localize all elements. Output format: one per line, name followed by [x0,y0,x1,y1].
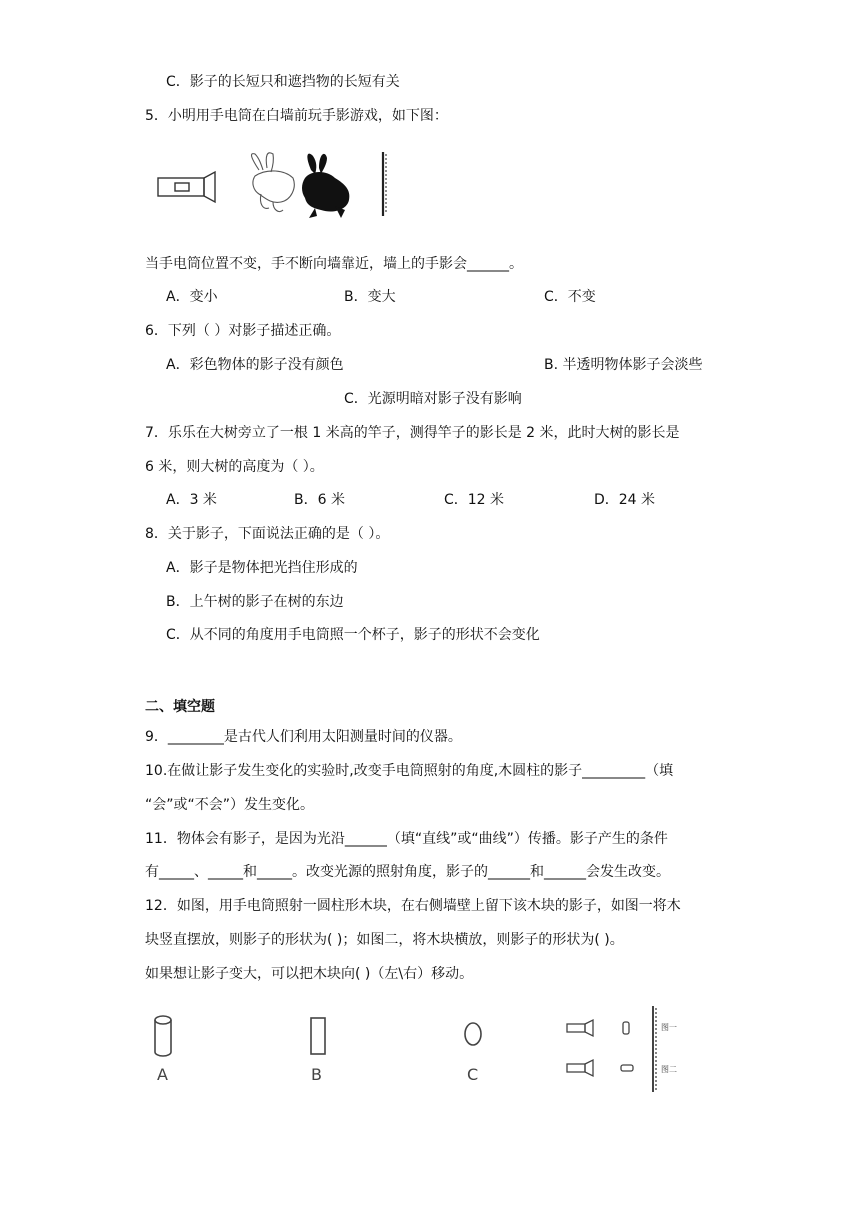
q12-line-1: 12．如图，用手电筒照射一圆柱形木块，在右侧墙壁上留下该木块的影子，如图一将木 [145,898,681,914]
q9: 9．________是古代人们利用太阳测量时间的仪器。 [145,729,462,745]
q5-option-a: A．变小 [166,289,218,305]
q7-option-d: D．24 米 [594,492,656,508]
q7-option-a: A．3 米 [166,492,217,508]
q6-option-c: C．光源明暗对影子没有影响 [344,391,522,407]
q5-title: 5．小明用手电筒在白墙前玩手影游戏，如下图： [145,108,448,124]
cylinder-option-a-icon [155,1016,171,1056]
circle-option-c-icon [465,1023,481,1045]
q5-option-b: B．变大 [344,289,396,305]
q8-title: 8．关于影子，下面说法正确的是（ ）。 [145,526,390,542]
q12-line-2: 块竖直摆放，则影子的形状为( )；如图二，将木块横放，则影子的形状为( )。 [145,932,624,948]
q10-line-1: 10.在做让影子发生变化的实验时,改变手电筒照射的角度,木圆柱的影子_________（填 [145,763,674,779]
option-c-label: C [467,1065,479,1084]
q6-title: 6．下列（ ）对影子描述正确。 [145,323,341,339]
rabbit-shadow-icon [302,154,349,218]
q4-option-c: C．影子的长短只和遮挡物的长短有关 [166,74,400,90]
q7-option-c: C．12 米 [444,492,505,508]
option-a-label: A [157,1065,168,1084]
q5-figure [155,148,395,218]
q8-option-b: B．上午树的影子在树的东边 [166,594,344,610]
q5-option-c: C．不变 [544,289,596,305]
setup-figure-one-icon [567,1006,656,1052]
q6-option-b: B. 半透明物体影子会淡些 [544,357,703,373]
q12-figure [145,1000,725,1100]
q7-line-1: 7．乐乐在大树旁立了一根 1 米高的竿子，测得竿子的影长是 2 米，此时大树的影长是 [145,425,680,441]
figure-one-label: 图一 [661,1023,677,1032]
q11-line-1: 11．物体会有影子，是因为光沿______（填“直线”或“曲线”）传播。影子产生的条件 [145,831,668,847]
setup-figure-two-icon [567,1050,656,1092]
q7-line-2: 6 米，则大树的高度为（ ）。 [145,459,324,475]
flashlight-icon [158,172,215,202]
option-b-label: B [311,1065,322,1084]
figure-two-label: 图二 [661,1065,677,1074]
q6-option-a: A．彩色物体的影子没有颜色 [166,357,344,373]
section-heading: 二、填空题 [145,699,215,715]
wall-icon [383,152,386,216]
q5-stem: 当手电筒位置不变，手不断向墙靠近，墙上的手影会______。 [145,256,523,272]
q8-option-c: C．从不同的角度用手电筒照一个杯子，影子的形状不会变化 [166,627,540,643]
q8-option-a: A．影子是物体把光挡住形成的 [166,560,358,576]
q12-line-3: 如果想让影子变大，可以把木块向( )（左\右）移动。 [145,966,474,982]
q7-option-b: B．6 米 [294,492,345,508]
hand-outline-icon [252,153,295,212]
q11-line-2: 有_____、_____和_____。改变光源的照射角度，影子的______和______会发生改变。 [145,864,670,880]
q10-line-2: “会”或“不会”）发生变化。 [145,797,315,813]
rectangle-option-b-icon [311,1018,325,1054]
